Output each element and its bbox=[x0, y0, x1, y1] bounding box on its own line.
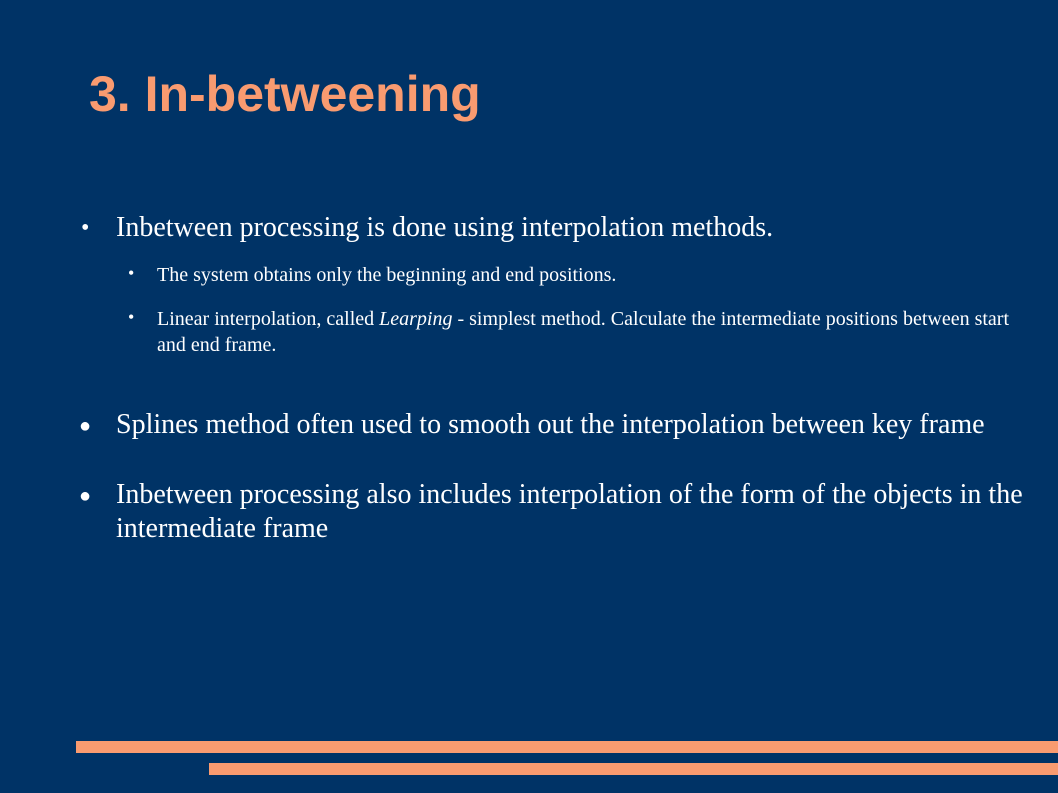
decorative-bar-top bbox=[76, 741, 1058, 753]
bullet-text-italic: Learping bbox=[379, 308, 453, 330]
bullet-text: The system obtains only the beginning and end positions. bbox=[157, 264, 617, 286]
round-bullet-icon: ● bbox=[79, 415, 92, 437]
bullet-item-1 bbox=[81, 211, 1036, 245]
sub-bullet-item-2 bbox=[128, 306, 1027, 358]
bullet-text: Inbetween processing also includes interpolation of the form of the objects in the intermediate frame bbox=[116, 479, 1023, 544]
bullet-item-2 bbox=[79, 408, 1036, 442]
round-bullet-icon: ● bbox=[79, 485, 92, 507]
bullet-item-3 bbox=[79, 478, 1036, 546]
decorative-bar-bottom bbox=[209, 763, 1058, 775]
bullet-dot-icon: • bbox=[128, 263, 135, 283]
bullet-dot-icon: • bbox=[128, 307, 135, 327]
sub-bullet-item-1 bbox=[128, 262, 1027, 288]
bullet-dot-icon: • bbox=[81, 215, 90, 241]
bullet-text-end: - simplest method. Calculate the intermediate positions between start and end frame. bbox=[157, 308, 1010, 356]
bullet-text: Inbetween processing is done using interpolation methods. bbox=[116, 212, 774, 243]
slide-title: 3. In-betweening bbox=[89, 66, 481, 122]
bullet-text-start: Linear interpolation, called bbox=[157, 308, 380, 330]
bullet-text: Splines method often used to smooth out the interpolation between key frame bbox=[116, 409, 985, 440]
